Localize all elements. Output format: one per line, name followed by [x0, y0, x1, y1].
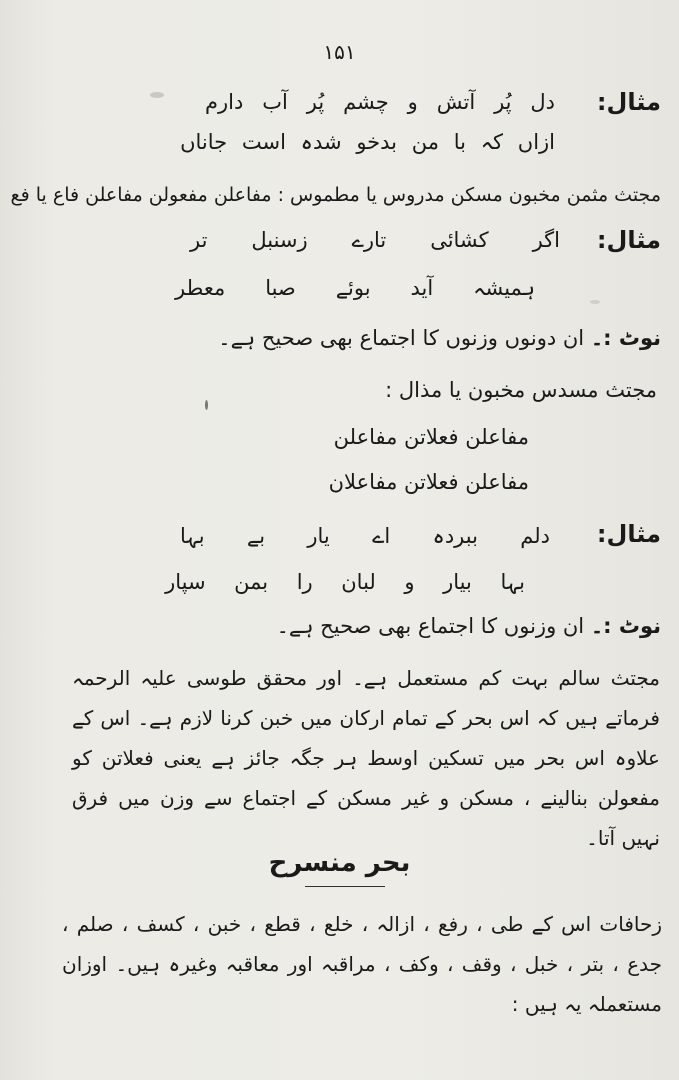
word: معطر	[175, 276, 226, 300]
word: اے	[372, 524, 391, 548]
word: و	[407, 90, 418, 114]
word: بہا	[500, 570, 525, 594]
word: دل	[530, 90, 555, 114]
word: ہمیشہ	[473, 276, 535, 300]
word: بے	[246, 524, 266, 548]
word: جاناں	[180, 130, 228, 154]
scan-speck	[150, 92, 164, 98]
word: ببردہ	[432, 524, 478, 548]
word: لبان	[341, 570, 376, 594]
word: با	[453, 130, 466, 154]
word: صبا	[265, 276, 296, 300]
example1-verse-line2	[180, 130, 555, 154]
word: اگر	[532, 228, 560, 252]
note-label: نوٹ :۔	[590, 326, 661, 350]
word: من	[411, 130, 439, 154]
word: کشائی	[430, 228, 489, 252]
note-text: ان دونوں وزنوں کا اجتماع بھی صحیح ہے۔	[218, 326, 585, 350]
note-1	[218, 326, 661, 351]
note-text: ان وزنوں کا اجتماع بھی صحیح ہے۔	[276, 614, 585, 638]
word: آب	[262, 90, 288, 114]
heading-underline	[305, 886, 385, 887]
example2-verse-line2	[175, 276, 535, 300]
word: بہا	[180, 524, 205, 548]
example3-verse-line1	[180, 524, 550, 548]
example-label-1: مثال:	[596, 88, 661, 116]
scan-speck	[205, 400, 208, 410]
word: پُر	[306, 90, 325, 114]
example3-verse-line2	[165, 570, 525, 594]
word: آید	[410, 276, 434, 300]
mujtas-musamman-line: مجتث مثمن مخبون مسکن مدروس یا مطموس : مفاعلن مفعولن مفاعلن فاع یا فع	[10, 184, 661, 206]
word: کہ	[480, 130, 504, 154]
word: پُر	[494, 90, 512, 114]
scan-speck	[590, 300, 600, 304]
note-label: نوٹ :۔	[590, 614, 661, 638]
meter-line-2: مفاعلن فعلاتن مفاعلان	[328, 470, 529, 494]
word: و	[404, 570, 415, 594]
word: تارے	[351, 228, 387, 252]
zihafat-paragraph: زحافات اس کے طی ، رفع ، ازالہ ، خلع ، قطع ، خبن ، کسف ، صلم ، جدع ، بتر ، خبل ، وقف ، وکف ، مراقبہ اور معاقبہ وغیرہ ہیں۔ اوزان مستعملہ یہ ہیں :	[62, 912, 662, 1016]
section-heading: بحر منسرح	[268, 848, 411, 878]
mujtas-salim-paragraph: مجتث سالم بہت کم مستعمل ہے۔ اور محقق طوسی علیہ الرحمہ فرماتے ہیں کہ اس بحر کے تمام ارکان میں خبن کرنا لازم ہے۔ اس کے علاوہ اس بحر میں تسکین اوسط ہر جگہ جائز ہے یعنی فعلاتن کو مفعولن بنالینے ، مسکن و غیر مسکن کے اجتماع سے وزن میں فرق نہیں آتا۔	[72, 666, 660, 850]
meter-line-1: مفاعلن فعلاتن مفاعلن	[333, 425, 529, 449]
note-2	[277, 614, 661, 639]
word: ازاں	[517, 130, 555, 154]
word: چشم	[343, 90, 389, 114]
word: بمن	[234, 570, 269, 594]
mujtas-musaddas-heading: مجتث مسدس مخبون یا مذال :	[385, 378, 657, 402]
word: را	[296, 570, 313, 594]
example1-verse-line1	[205, 90, 555, 114]
word: بوئے	[335, 276, 371, 300]
example-label-3: مثال:	[596, 520, 661, 548]
word: یار	[307, 524, 330, 548]
word: سپار	[165, 570, 206, 594]
word: بیار	[443, 570, 472, 594]
word: زسنبل	[251, 228, 308, 252]
example-label-2: مثال:	[596, 226, 661, 254]
word: شدہ	[300, 130, 342, 154]
example2-verse-line1	[190, 228, 560, 252]
word: دارم	[205, 90, 244, 114]
word: است	[241, 130, 286, 154]
word: آتش	[436, 90, 476, 114]
word: دلم	[520, 524, 550, 548]
page-number: ۱۵۱	[323, 40, 356, 64]
word: تر	[190, 228, 208, 252]
word: بدخو	[356, 130, 398, 154]
